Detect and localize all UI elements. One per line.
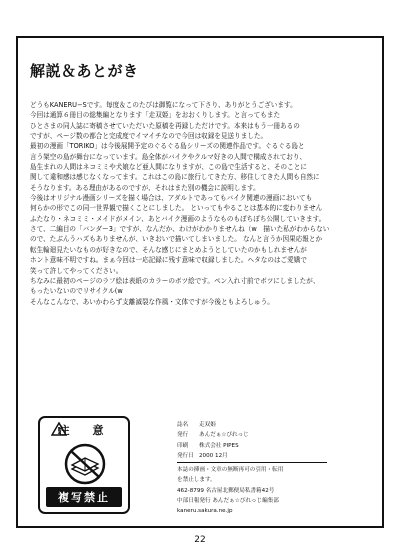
colophon-label: 誌名 [177,422,189,428]
body-line: さて、二編目の「バンダー3」ですが、なんだか、わけがわかりませんね（w 描いた私がわからない [30,225,330,234]
colophon-value: 株式会社 PIPES [199,442,239,449]
colophon-value: あんだぁ☆ぴれっじ [199,432,249,439]
no-copy-book-icon [58,442,112,486]
colophon-note: 本誌の挿画・文章の無断再可の引用・転用 [177,467,284,474]
colophon-label: 発行 [177,432,189,439]
body-line: 転生輪廻見たいなものが好きなので、そんな感じにまとめようとしていたのかもしれませんが [30,245,307,254]
colophon-note: 462-8799 名古屋北郵便局私書箱42号 [177,487,275,494]
colophon-row [177,420,337,430]
colophon-row [177,451,337,461]
page-number: 22 [194,535,206,545]
colophon-value: 走双姫 [199,422,216,428]
body-line: そうなります。ある理由があるのですが、それはまた別の機会に説明します。 [30,183,260,192]
colophon-value: 2000 12月 [199,452,228,459]
body-line: 言う架空の島が舞台になっています。島全体がバイクやクルマ好きの人間で構成されており、 [30,152,307,161]
body-line: ホント意味不明ですね。まぁ今回は一応記録に残す意味で収録しました。ヘタなのはご愛嬌で [30,256,307,265]
colophon-row [177,430,337,440]
colophon-label: 印刷 [177,442,189,449]
body-line: もったいないのでリサイクル(w [30,287,123,296]
body-line: ふたなり・ネコミミ・メイドがメイン、あとバイク漫画のようなものもぼちぼち公開していきます。 [30,214,326,223]
body-line: 最初の漫画「TORIKO」は今後展開予定のぐるぐる島シリーズの関連作品です。ぐるぐる島と [30,142,305,151]
body-line: ひとさまの同人誌に寄稿させていただいた原稿を再録しただけです。本来はもう一冊あるの [30,121,300,130]
body-line: ですが、ページ数の都合と完成度でイマイチなので今回は収録を見送りました。 [30,132,268,141]
colophon-note: を禁止します。 [177,477,216,484]
body-line: ちなみに最初のページのラフ絵は表紙のカラーのボツ絵です。ペン入れ寸前でボツにしましたが、 [30,276,320,285]
copy-warning-label [38,416,130,514]
body-line: 今後はオリジナル漫画シリーズを描く場合は、アダルトであってもバイク関連の漫画においても [30,194,313,203]
colophon [177,420,337,517]
body-line: そんなこんなで、あいかわらず支離滅裂な作風・文体ですが今後ともよろしゅう。 [30,297,274,306]
warning-heading: 注 意 [58,424,110,437]
body-line: ので、たぶんうハズもありませんが、いきおいで描いてしまいました。 なんと言うか因果応報とか [30,235,323,244]
body-line: 今回は通算６冊目の総集編となります「走双姫」をおおくりします。と言ってもまた [30,111,281,120]
body-line: どうもKANERU−Sです。毎度＆このたびは御覧になって下さり、ありがとうございます。 [30,101,297,109]
colophon-row [177,441,337,451]
body-text [30,100,370,307]
warning-footer: 複写禁止 [46,487,122,507]
colophon-note: kaneru.sakura.ne.jp [177,508,233,515]
body-line: 笑って許してやってください。 [30,266,123,275]
colophon-divider [177,462,327,463]
body-line: 何らかの形でこの同一世界観で描くことにしました。 といってもやることは基本的に変わりません [30,204,323,213]
body-line: 関して違和感は感じなくなってます。これはこの島に旅行してきた方、移住してきた人間も自然に [30,173,320,182]
page-heading: 解説＆あとがき [30,62,139,80]
colophon-note: 中部日報発行 あんだぁ☆ぴれっじ編集部 [177,498,279,505]
colophon-label: 発行日 [177,452,194,459]
body-line: 島生まれの人間はネコミミや犬娘など亜人間になりますが、この島で生活すると、そのことに [30,163,307,172]
